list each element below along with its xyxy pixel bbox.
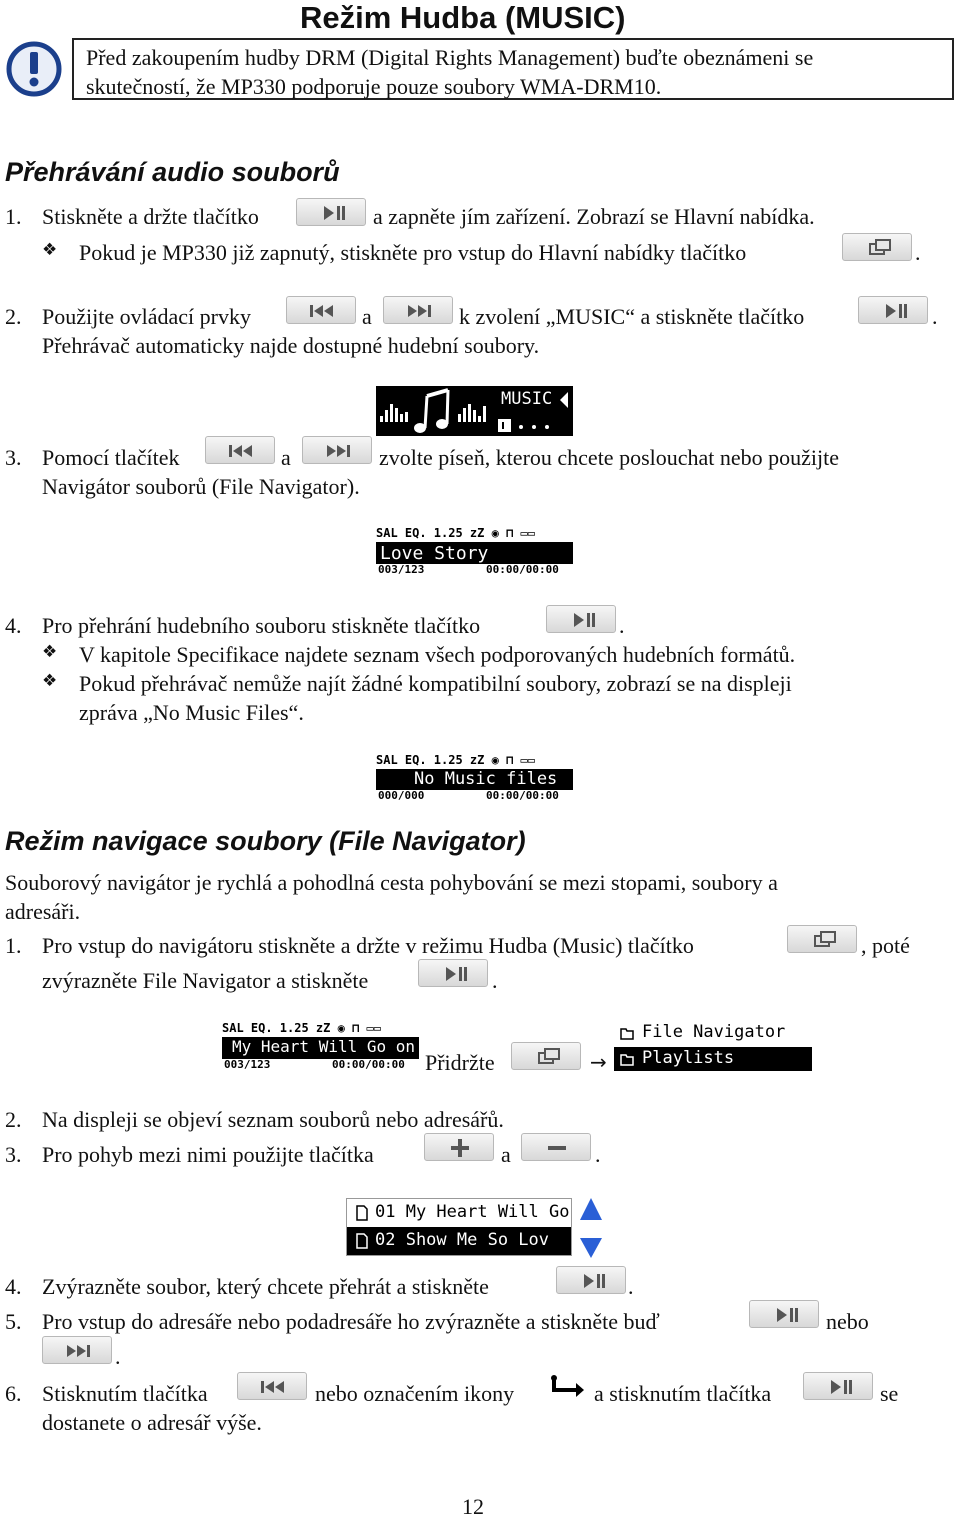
folder-icon bbox=[620, 1026, 634, 1040]
play-pause-button[interactable] bbox=[749, 1300, 819, 1328]
scroll-down-arrow-icon[interactable] bbox=[580, 1238, 602, 1258]
step-number: 4. bbox=[5, 613, 22, 638]
arrow-right-icon: → bbox=[590, 1050, 607, 1074]
step-number: 2. bbox=[5, 1107, 22, 1132]
lcd-track-counter: 003/123 bbox=[378, 563, 425, 576]
bullet-diamond-icon: ❖ bbox=[42, 642, 58, 662]
lcd-status-bar: SAL EQ. 1.25 zZ ◉ ⊓ ▭▭ bbox=[376, 752, 573, 769]
warning-icon bbox=[4, 40, 64, 98]
step-number: 3. bbox=[5, 445, 22, 470]
step-text: a stisknutím tlačítka bbox=[594, 1381, 772, 1406]
nav-item-playlists[interactable] bbox=[614, 1047, 812, 1071]
bullet-diamond-icon: ❖ bbox=[42, 240, 58, 260]
play-pause-button[interactable] bbox=[556, 1266, 626, 1294]
lcd-status-bar: SAL EQ. 1.25 zZ ◉ ⊓ ▭▭ bbox=[222, 1020, 419, 1037]
bullet-diamond-icon: ❖ bbox=[42, 671, 58, 691]
notice-line-1: Před zakoupením hudby DRM (Digital Rights Management) buďte obeznámeni se bbox=[86, 45, 814, 70]
lcd-status-bar: SAL EQ. 1.25 zZ ◉ ⊓ ▭▭ bbox=[376, 525, 573, 542]
step-text: nebo označením ikony bbox=[315, 1381, 515, 1406]
step-text: se bbox=[880, 1381, 899, 1406]
step-text: k zvolení „MUSIC“ a stiskněte tlačítko bbox=[459, 304, 805, 329]
step-text: Stisknutím tlačítka bbox=[42, 1381, 208, 1406]
step-text: zvolte píseň, kterou chcete poslouchat nebo použijte bbox=[379, 445, 840, 470]
step-text: Použijte ovládací prvky bbox=[42, 304, 251, 329]
step-text: Stiskněte a držte tlačítko bbox=[42, 204, 259, 229]
step-end: . bbox=[932, 304, 938, 329]
lcd-time: 00:00/00:00 bbox=[332, 1058, 405, 1071]
step-text: Přehrávač automaticky najde dostupné hudební soubory. bbox=[42, 333, 540, 358]
step-text: zvýrazněte File Navigator a stiskněte bbox=[42, 968, 369, 993]
next-button[interactable] bbox=[302, 436, 372, 464]
step-end: . bbox=[595, 1142, 601, 1167]
list-item[interactable] bbox=[347, 1199, 571, 1227]
nav-item-label: File Navigator bbox=[642, 1022, 786, 1042]
step-text: Pro pohyb mezi nimi použijte tlačítka bbox=[42, 1142, 374, 1167]
bullet-text: Pokud je MP330 již zapnutý, stiskněte pro vstup do Hlavní nabídky tlačítko bbox=[79, 240, 747, 265]
play-pause-button[interactable] bbox=[296, 198, 366, 226]
intro-text: Souborový navigátor je rychlá a pohodlná cesta pohybování se mezi stopami, soubory a bbox=[5, 870, 778, 895]
lcd-footer bbox=[376, 564, 573, 576]
step-text: Pomocí tlačítek bbox=[42, 445, 180, 470]
lcd-now-playing bbox=[376, 525, 573, 576]
menu-button[interactable] bbox=[511, 1042, 581, 1070]
lcd-time: 00:00/00:00 bbox=[486, 789, 559, 802]
step-end: . bbox=[619, 613, 625, 638]
step-text: a zapněte jím zařízení. Zobrazí se Hlavní nabídka. bbox=[373, 204, 815, 229]
bullet-text: Pokud přehrávač nemůže najít žádné kompatibilní soubory, zobrazí se na displeji bbox=[79, 671, 792, 696]
step-text: Na displeji se objeví seznam souborů nebo adresářů. bbox=[42, 1107, 504, 1132]
lcd-no-music bbox=[376, 752, 573, 802]
step-text: nebo bbox=[826, 1309, 869, 1334]
step-text: , poté bbox=[861, 933, 910, 958]
play-pause-button[interactable] bbox=[803, 1372, 873, 1400]
lcd-file-list bbox=[346, 1198, 572, 1256]
folder-icon bbox=[620, 1052, 634, 1066]
list-item-selected[interactable] bbox=[347, 1227, 571, 1255]
lcd-time: 00:00/00:00 bbox=[486, 563, 559, 576]
lcd-song-title: Love Story bbox=[380, 543, 489, 564]
next-button[interactable] bbox=[42, 1336, 112, 1364]
lcd-navigator-menu bbox=[614, 1021, 812, 1071]
step-and: a bbox=[281, 445, 291, 470]
lcd-music-label: MUSIC bbox=[501, 389, 553, 409]
lcd-music-menu bbox=[376, 386, 573, 436]
step-text: dostanete o adresář výše. bbox=[42, 1410, 262, 1435]
lcd-track-counter: 000/000 bbox=[378, 789, 425, 802]
step-text: Zvýrazněte soubor, který chcete přehrát a stiskněte bbox=[42, 1274, 489, 1299]
lcd-footer bbox=[376, 790, 573, 802]
scroll-arrows bbox=[578, 1196, 604, 1260]
step-and: a bbox=[362, 304, 372, 329]
step-number: 6. bbox=[5, 1381, 22, 1406]
step-and: a bbox=[501, 1142, 511, 1167]
step-number: 2. bbox=[5, 304, 22, 329]
intro-text: adresáři. bbox=[5, 899, 81, 924]
list-item-label: 02 Show Me So Lov bbox=[375, 1230, 549, 1250]
step-text: Pro vstup do navigátoru stiskněte a držte v režimu Hudba (Music) tlačítko bbox=[42, 933, 694, 958]
menu-button[interactable] bbox=[842, 233, 912, 261]
section-heading-playback: Přehrávání audio souborů bbox=[5, 157, 340, 187]
play-pause-button[interactable] bbox=[546, 605, 616, 633]
menu-button[interactable] bbox=[787, 925, 857, 953]
step-number: 4. bbox=[5, 1274, 22, 1299]
step-end: . bbox=[492, 968, 498, 993]
step-text: Navigátor souborů (File Navigator). bbox=[42, 474, 360, 499]
previous-button[interactable] bbox=[205, 436, 275, 464]
file-icon bbox=[355, 1205, 369, 1221]
next-button[interactable] bbox=[383, 296, 453, 324]
minus-button[interactable] bbox=[521, 1133, 591, 1161]
file-icon bbox=[355, 1233, 369, 1249]
step-end: . bbox=[115, 1344, 121, 1369]
lcd-now-playing bbox=[222, 1020, 419, 1071]
bullet-end: . bbox=[915, 240, 921, 265]
play-pause-button[interactable] bbox=[418, 959, 488, 987]
lcd-footer bbox=[222, 1059, 419, 1071]
plus-button[interactable] bbox=[424, 1133, 494, 1161]
step-number: 1. bbox=[5, 204, 22, 229]
section-heading-file-navigator: Režim navigace soubory (File Navigator) bbox=[5, 826, 526, 856]
step-number: 5. bbox=[5, 1309, 22, 1334]
previous-button[interactable] bbox=[237, 1372, 307, 1400]
lcd-message: No Music files bbox=[414, 769, 558, 789]
step-text: Pro vstup do adresáře nebo podadresáře ho zvýrazněte a stiskněte buď bbox=[42, 1309, 660, 1334]
step-text: Pro přehrání hudebního souboru stiskněte tlačítko bbox=[42, 613, 481, 638]
step-number: 3. bbox=[5, 1142, 22, 1167]
nav-item-label: Playlists bbox=[642, 1048, 735, 1068]
lcd-track-counter: 003/123 bbox=[224, 1058, 271, 1071]
step-end: . bbox=[628, 1274, 634, 1299]
back-folder-icon[interactable] bbox=[550, 1374, 586, 1404]
list-item-label: 01 My Heart Will Go bbox=[375, 1202, 570, 1222]
nav-item-file-navigator[interactable] bbox=[614, 1021, 812, 1045]
previous-button[interactable] bbox=[286, 296, 356, 324]
step-number: 1. bbox=[5, 933, 22, 958]
scroll-up-arrow-icon[interactable] bbox=[580, 1198, 602, 1220]
hold-label: Přidržte bbox=[425, 1050, 495, 1075]
play-pause-button[interactable] bbox=[858, 296, 928, 324]
bullet-text: zpráva „No Music Files“. bbox=[79, 700, 304, 725]
page-title: Režim Hudba (MUSIC) bbox=[300, 0, 626, 35]
lcd-song-title: My Heart Will Go on bbox=[232, 1037, 416, 1056]
bullet-text: V kapitole Specifikace najdete seznam všech podporovaných hudebních formátů. bbox=[79, 642, 796, 667]
page-number: 12 bbox=[462, 1494, 484, 1519]
notice-line-2: skutečností, že MP330 podporuje pouze soubory WMA-DRM10. bbox=[86, 74, 662, 99]
